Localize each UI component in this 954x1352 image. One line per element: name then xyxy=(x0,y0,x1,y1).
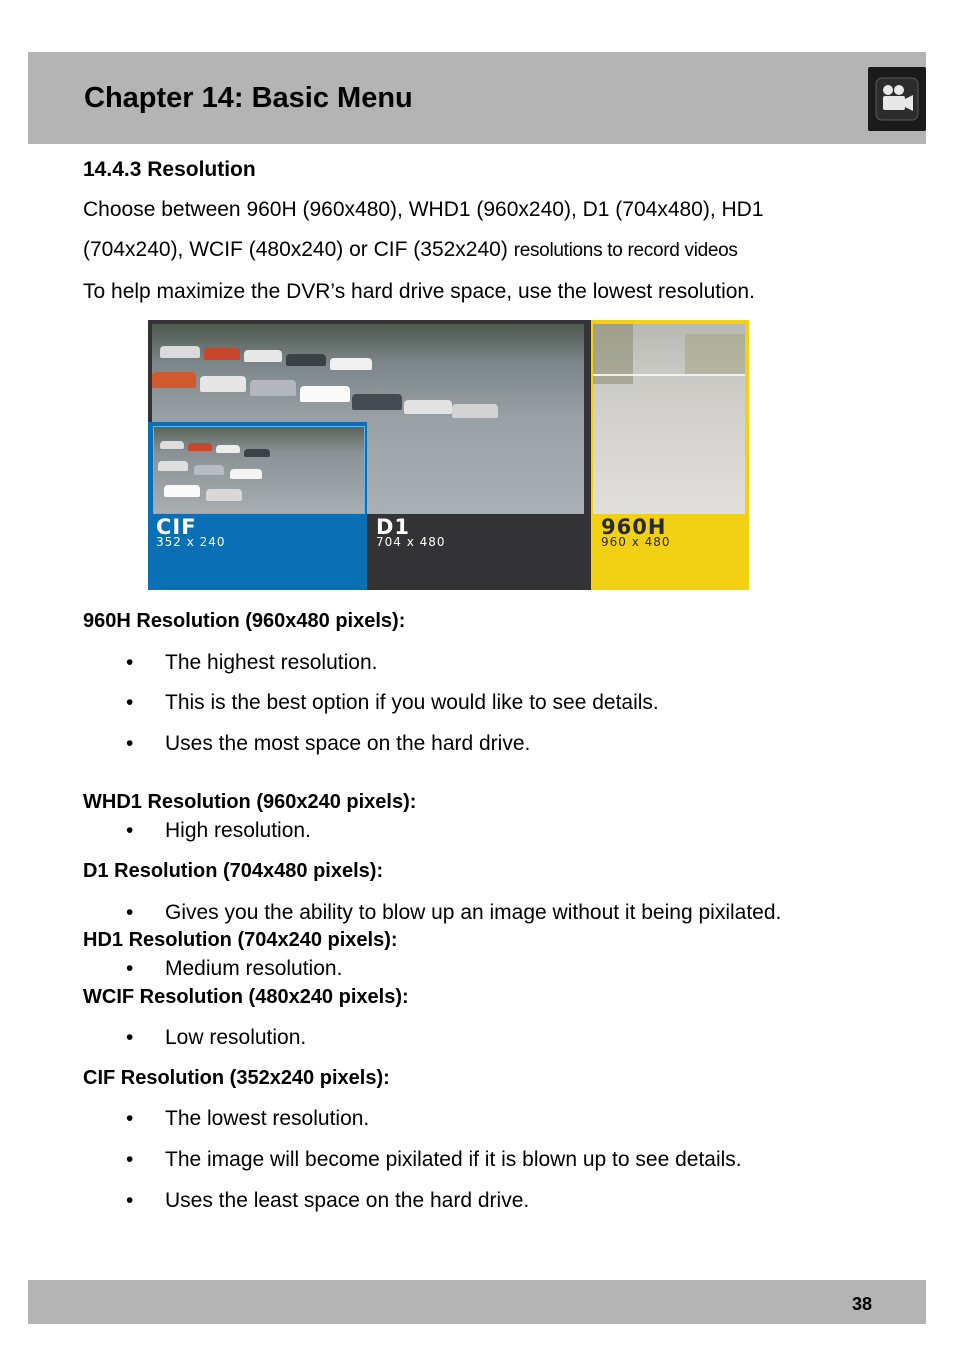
panel-960h xyxy=(591,320,749,590)
page-number: 38 xyxy=(851,1294,872,1314)
bullet-hd1-1: • Medium resolution. xyxy=(126,957,343,980)
car xyxy=(230,469,262,479)
bullet-whd1-1: • High resolution. xyxy=(126,819,311,842)
label-cif-size: 352 x 240 xyxy=(156,535,226,549)
video-camera-icon xyxy=(868,67,926,131)
car xyxy=(250,380,296,396)
car xyxy=(194,465,224,475)
bullet-960h-3: • Uses the most space on the hard drive. xyxy=(126,732,531,755)
label-d1-name: D1 xyxy=(376,515,411,539)
car xyxy=(160,441,184,449)
car xyxy=(206,489,242,501)
intro-line2-part2: resolutions to record videos xyxy=(513,240,738,261)
intro-line2-part1: (704x240), WCIF (480x240) or CIF (352x240) xyxy=(83,238,514,261)
car xyxy=(200,376,246,392)
heading-wcif: WCIF Resolution (480x240 pixels): xyxy=(83,986,409,1008)
section-title: 14.4.3 Resolution xyxy=(83,158,256,181)
heading-cif: CIF Resolution (352x240 pixels): xyxy=(83,1067,390,1089)
car xyxy=(286,354,326,366)
bullet-wcif-1: • Low resolution. xyxy=(126,1026,307,1049)
car xyxy=(404,400,452,414)
car xyxy=(244,449,270,457)
bullet-d1-1: • Gives you the ability to blow up an image without it being pixilated. xyxy=(126,901,782,924)
heading-d1: D1 Resolution (704x480 pixels): xyxy=(83,860,384,882)
panel-cif xyxy=(148,422,367,590)
heading-whd1: WHD1 Resolution (960x240 pixels): xyxy=(83,791,417,813)
car xyxy=(188,443,212,451)
resolution-comparison-image xyxy=(148,320,749,590)
footer-bar xyxy=(28,1280,926,1324)
bullet-cif-2: • The image will become pixilated if it is blown up to see details. xyxy=(126,1148,742,1171)
heading-hd1: HD1 Resolution (704x240 pixels): xyxy=(83,929,398,951)
bullet-960h-2: • This is the best option if you would like to see details. xyxy=(126,691,659,714)
intro-paragraph-line3: To help maximize the DVR’s hard drive space, use the lowest resolution. xyxy=(83,280,755,303)
label-d1-size: 704 x 480 xyxy=(376,535,446,549)
car xyxy=(204,348,240,360)
car xyxy=(158,461,188,471)
car xyxy=(452,404,498,418)
intro-paragraph-line2 xyxy=(83,237,738,264)
bullet-960h-1: • The highest resolution. xyxy=(126,651,378,674)
label-cif-name: CIF xyxy=(156,515,197,539)
car xyxy=(216,445,240,453)
photo-cif xyxy=(153,426,365,514)
bullet-cif-3: • Uses the least space on the hard drive. xyxy=(126,1189,530,1212)
car xyxy=(244,350,282,362)
heading-960h: 960H Resolution (960x480 pixels): xyxy=(83,610,406,632)
car xyxy=(330,358,372,370)
intro-paragraph-line1: Choose between 960H (960x480), WHD1 (960x240), D1 (704x480), HD1 xyxy=(83,198,764,221)
car xyxy=(352,394,402,410)
photo-960h xyxy=(593,324,745,514)
chapter-title: Chapter 14: Basic Menu xyxy=(84,82,413,114)
car xyxy=(300,386,350,402)
header-bar xyxy=(28,52,926,144)
bullet-cif-1: • The lowest resolution. xyxy=(126,1107,370,1130)
label-960h-name: 960H xyxy=(601,515,667,539)
car xyxy=(164,485,200,497)
label-960h-size: 960 x 480 xyxy=(601,535,671,549)
car xyxy=(160,346,200,358)
car xyxy=(152,372,196,388)
